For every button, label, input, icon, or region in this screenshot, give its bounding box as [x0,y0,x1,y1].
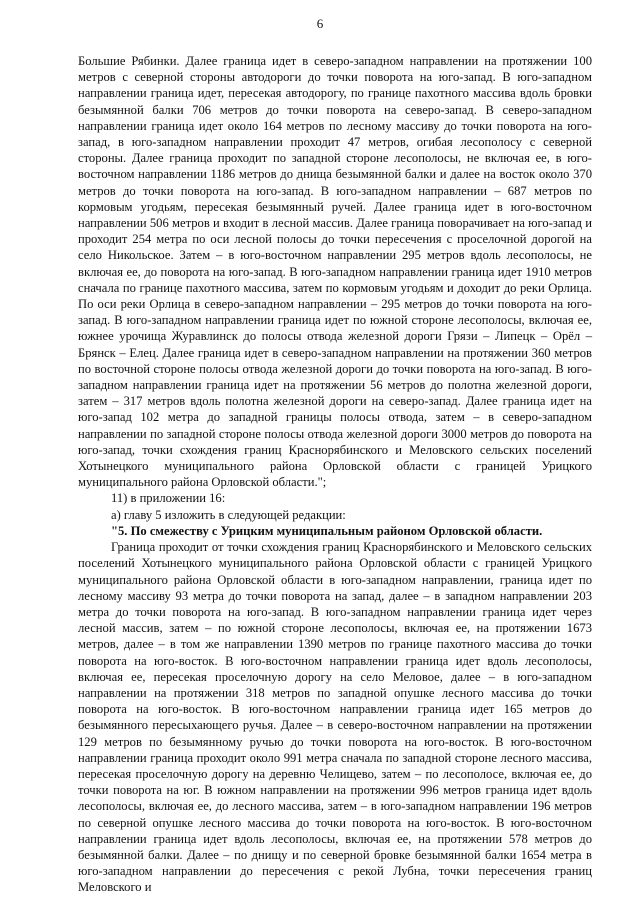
page-number: 6 [316,16,324,31]
paragraph-amendment-item-11: 11) в приложении 16: [111,491,226,506]
section-heading: "5. По смежеству с Урицким муниципальным районом Орловской области. [111,523,543,538]
paragraph-boundary-description-end: Большие Рябинки. Далее граница идет в северо-западном направлении на протяжении 100 метров с северной стороны автодороги до точки поворота на юго-запад. В юго-западном направлении граница идет, пересекая автодорогу, по границе пахотного массива вдоль бровки безымянной балки 706 метров до точки поворота на северо-запад. В северо-западном направлении граница идет около 164 метров по лесному массиву до точки поворота на юго-запад, в юго-западном направлении проходит 47 метров, огибая лесополосу с северной стороны. Далее граница проходит по западной стороне лесополосы, не включая ее, в юго-восточном направлении 1186 метров до днища безымянной балки и далее на восток около 370 метров до точки поворота на юго-запад. В юго-западном направлении – 687 метров по кормовым угодьям, пересекая безымянный ручей. Далее граница идет в юго-восточном направлении 506 метров и входит в лесной массив. Далее граница поворачивает на юго-запад и проходит 254 метра по оси лесной полосы до точки пересечения с проселочной дорогой на село Никольское. Затем – в юго-восточном направлении 295 метров вдоль лесополосы, не включая ее, до поворота на юго-запад. В юго-западном направлении граница идет 1910 метров сначала по границе пахотного массива, затем по кормовым угодьям и доходит до реки Орлица. По оси реки Орлица в северо-западном направлении – 295 метров до точки поворота на юго-запад. В юго-западном направлении граница идет по южной стороне лесополосы, включая ее, южнее урочища Журавлинск до полосы отвода железной дороги Грязи – Липецк – Орёл – Брянск – Елец. Далее граница идет в северо-западном направлении на протяжении 360 метров по восточной стороне полосы отвода железной дороги до точки поворота на юго-запад. В юго-западном направлении граница идет на протяжении 56 метров до полотна железной дороги, затем – 317 метров вдоль полотна железной дороги на северо-запад. Далее граница идет на юго-запад 102 метра до западной границы полосы отвода, затем – в северо-западном направлении по западной стороне полосы отвода железной дороги 3000 метров до поворота на юго-запад, точки схождения границ Краснорябинского и Меловского сельских поселений Хотынецкого муниципального района Орловской области с границей Урицкого муниципального района Орловской области."; [78,54,592,490]
paragraph-amendment-subitem-a: а) главу 5 изложить в следующей редакции: [111,507,346,522]
document-body [78,53,592,896]
paragraph-boundary-description: Граница проходит от точки схождения границ Краснорябинского и Меловского сельских поселений Хотынецкого муниципального района Орловской области с границей Урицкого муниципального района Орловской области в юго-западном направлении, граница идет по лесному массиву 93 метра до точки поворота на запад, далее – в западном направлении 203 метра до точки поворота на юго-запад. В юго-западном направлении граница идет через лесной массив, затем – по южной стороне лесополосы, включая ее, на протяжении 1673 метров, далее – в том же направлении 1390 метров по границе пахотного массива до точки поворота на юго-восток. В юго-восточном направлении граница идет вдоль лесополосы, включая ее, пересекая проселочную дорогу на село Меловое, далее – в юго-западном направлении на протяжении 318 метров по западной опушке лесного массива до точки поворота на юго-восток. В юго-восточном направлении граница идет 165 метров до безымянного пересыхающего ручья. Далее – в северо-восточном направлении на протяжении 129 метров по безымянному ручью до точки поворота на юго-восток. В юго-восточном направлении граница проходит около 991 метра сначала по западной стороне лесного массива, пересекая проселочную дорогу на деревню Челищево, затем – по лесополосе, включая ее, до точки поворота на юг. В южном направлении на протяжении 996 метров граница идет вдоль лесополосы, включая ее, до лесного массива, затем – в юго-западном направлении 196 метров по северной опушке лесного массива до точки поворота на юго-восток. В юго-восточном направлении граница идет вдоль лесополосы, включая ее, на протяжении 578 метров до безымянной балки. Далее – по днищу и по северной бровке безымянной балки 1654 метра в юго-западном направлении до пересечения с рекой Лубна, точки пересечения границ Меловского и [78,540,592,895]
